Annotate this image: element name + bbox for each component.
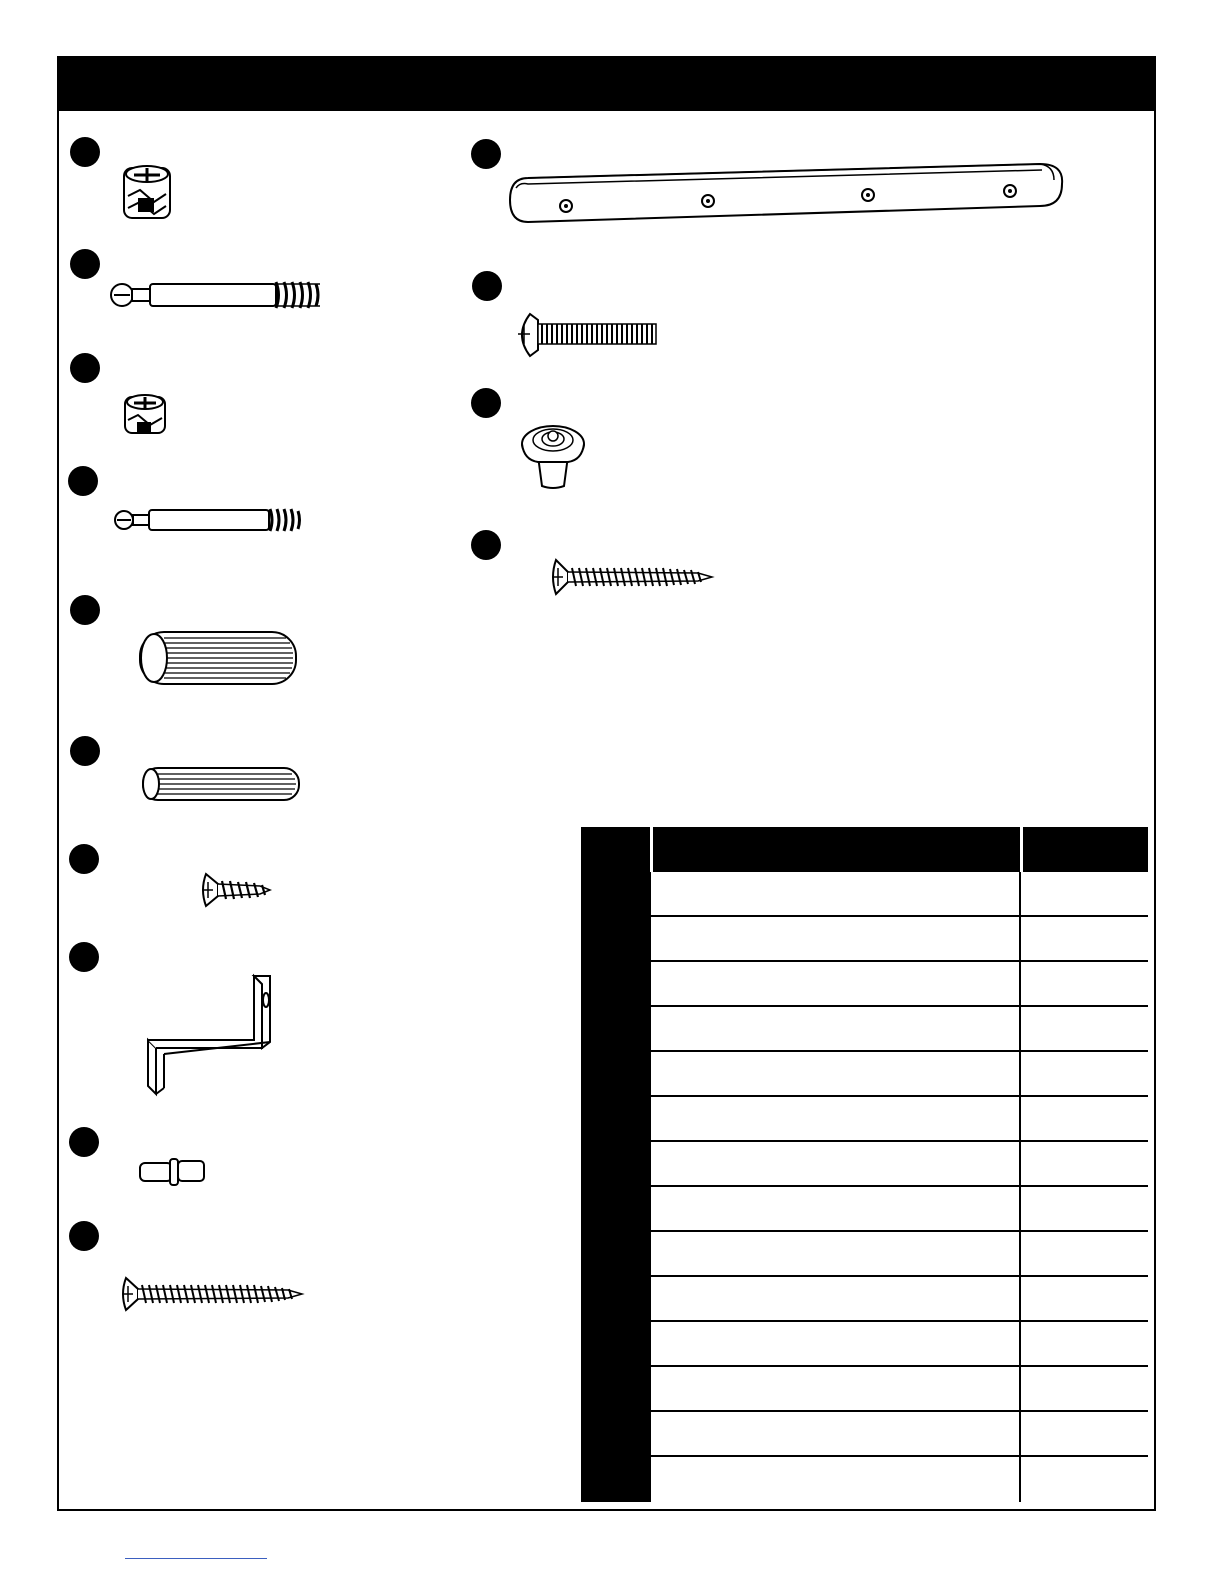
table-cell — [651, 1232, 1021, 1275]
table-cell — [651, 1322, 1021, 1365]
wood-screw-icon — [550, 558, 716, 596]
table-row — [581, 1322, 1148, 1367]
cam-lock-icon — [120, 162, 175, 224]
part-badge — [70, 353, 100, 383]
header-cell — [1023, 827, 1148, 872]
table-row — [581, 1052, 1148, 1097]
table-row — [581, 1277, 1148, 1322]
table-cell — [581, 1007, 651, 1050]
table-cell — [581, 1232, 651, 1275]
table-row — [581, 1232, 1148, 1277]
knob-icon — [518, 420, 588, 492]
table-cell — [1021, 1457, 1148, 1502]
cam-lock-icon — [122, 392, 168, 438]
table-cell — [1021, 1187, 1148, 1230]
shelf-pin-icon — [136, 1156, 208, 1186]
table-header — [581, 827, 1148, 872]
part-badge — [69, 844, 99, 874]
part-badge — [69, 1221, 99, 1251]
rail-icon — [506, 160, 1068, 228]
part-badge — [68, 466, 98, 496]
table-cell — [1021, 1367, 1148, 1410]
part-badge — [471, 388, 501, 418]
table-cell — [581, 1367, 651, 1410]
part-badge — [69, 1127, 99, 1157]
part-badge — [70, 595, 100, 625]
table-cell — [581, 1277, 651, 1320]
table-cell — [581, 1142, 651, 1185]
table-row — [581, 1367, 1148, 1412]
table-row — [581, 872, 1148, 917]
table-cell — [1021, 1142, 1148, 1185]
table-cell — [1021, 1007, 1148, 1050]
table-cell — [651, 962, 1021, 1005]
table-cell — [581, 1052, 651, 1095]
table-cell — [651, 1097, 1021, 1140]
table-cell — [581, 872, 651, 915]
table-cell — [651, 1007, 1021, 1050]
table-cell — [581, 917, 651, 960]
header-bar — [57, 56, 1156, 111]
table-cell — [1021, 872, 1148, 915]
footer-link-underline — [125, 1558, 267, 1559]
table-cell — [1021, 1412, 1148, 1455]
table-cell — [581, 962, 651, 1005]
wood-screw-icon — [120, 1276, 306, 1312]
l-bracket-icon — [144, 972, 274, 1098]
header-cell — [653, 827, 1023, 872]
table-cell — [581, 1097, 651, 1140]
part-badge — [471, 139, 501, 169]
header-cell — [581, 827, 653, 872]
table-row — [581, 1097, 1148, 1142]
table-cell — [1021, 962, 1148, 1005]
parts-table — [581, 827, 1148, 1502]
table-cell — [651, 1142, 1021, 1185]
wood-screw-icon — [200, 872, 274, 908]
table-cell — [651, 1052, 1021, 1095]
table-cell — [651, 1457, 1021, 1502]
table-row — [581, 962, 1148, 1007]
table-cell — [651, 1367, 1021, 1410]
table-body — [581, 872, 1148, 1502]
table-cell — [651, 872, 1021, 915]
table-cell — [581, 1412, 651, 1455]
table-cell — [1021, 1097, 1148, 1140]
table-row — [581, 917, 1148, 962]
table-cell — [1021, 917, 1148, 960]
table-cell — [581, 1322, 651, 1365]
part-badge — [69, 942, 99, 972]
table-cell — [651, 917, 1021, 960]
table-cell — [1021, 1277, 1148, 1320]
part-badge — [70, 137, 100, 167]
table-cell — [581, 1187, 651, 1230]
table-cell — [1021, 1232, 1148, 1275]
part-badge — [472, 271, 502, 301]
table-row — [581, 1142, 1148, 1187]
table-cell — [1021, 1322, 1148, 1365]
part-badge — [471, 530, 501, 560]
table-row — [581, 1412, 1148, 1457]
dowel-icon — [140, 765, 302, 803]
part-badge — [70, 249, 100, 279]
cam-bolt-icon — [110, 505, 310, 537]
dowel-icon — [136, 628, 300, 688]
table-cell — [651, 1412, 1021, 1455]
cam-bolt-icon — [106, 278, 326, 314]
part-badge — [70, 736, 100, 766]
table-row — [581, 1187, 1148, 1232]
table-cell — [651, 1277, 1021, 1320]
table-cell — [1021, 1052, 1148, 1095]
table-row — [581, 1007, 1148, 1052]
table-row — [581, 1457, 1148, 1502]
machine-screw-icon — [512, 310, 662, 360]
table-cell — [581, 1457, 651, 1502]
table-cell — [651, 1187, 1021, 1230]
